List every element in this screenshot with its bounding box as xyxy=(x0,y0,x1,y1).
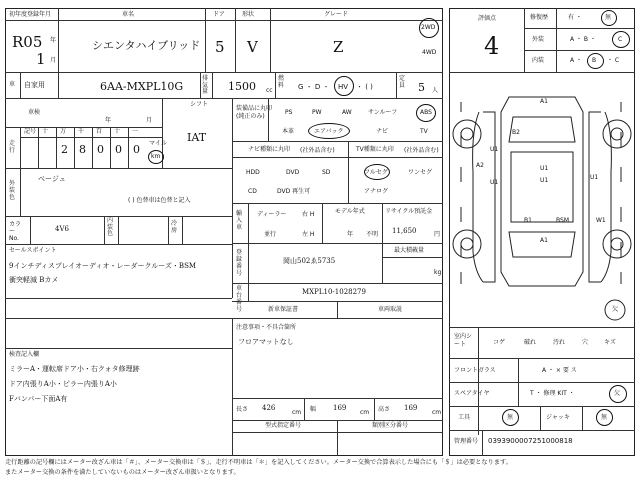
score: 4 xyxy=(484,32,500,60)
nav-cd: CD xyxy=(248,188,257,195)
equipment-sublabel: (純正のみ) xyxy=(236,113,265,120)
equip-airbag: エアバック xyxy=(314,128,344,135)
footer-line-1: 走行距離の記号欄にはメーター改ざん車は「＃」、メーター交換車は「＄」、走行不明車は「＊」を記入してください。メーター交換で合算表示した場合にも「＄」は必要となります。 xyxy=(5,459,512,466)
month-unit: 月 xyxy=(50,57,57,64)
mileage-digit: 0 xyxy=(133,143,140,156)
class-code-label: 類別区分番号 xyxy=(372,422,409,429)
equip-tv: TV xyxy=(420,128,428,135)
length-unit: cm xyxy=(292,409,302,416)
inspector-note-2: ドア内張りA小・ピラー内張りA小 xyxy=(9,380,117,388)
manual-label: 車両取説 xyxy=(378,306,403,313)
exterior-note: ( ) 色替車は色替と記入 xyxy=(128,197,191,204)
mileage-digit: 0 xyxy=(115,143,122,156)
registration-value: 岡山502ゑ5735 xyxy=(283,257,336,265)
mileage-digit-header: 千 xyxy=(78,128,85,135)
mark-spare: 欠 xyxy=(612,306,619,313)
model-code: 6AA-MXPL10G xyxy=(100,80,184,93)
capacity-unit: 人 xyxy=(432,87,439,94)
mark-b1: B1 xyxy=(524,217,532,224)
car-type-label: 車 xyxy=(9,81,16,88)
inspection-label: 車検 xyxy=(28,109,41,116)
tools-label: 工具 xyxy=(458,414,471,421)
front-glass-options: A ・ × 要 ス xyxy=(542,367,577,374)
inspector-notes-label: 検査記入欄 xyxy=(9,351,40,358)
tv-oneseg: ワンセグ xyxy=(408,169,433,176)
type-code-label: 型式指定番号 xyxy=(265,422,302,429)
front-glass-label: フロントガラス xyxy=(454,367,496,374)
footer-line-2: またメーター交換の条件を満たしていないものはメーター改ざん車扱いとなります。 xyxy=(5,469,240,476)
mileage-digit-header: 十 xyxy=(114,128,121,135)
mark-a1-bottom: A1 xyxy=(540,237,548,244)
reg-type: 自家用 xyxy=(24,81,45,89)
length-label: 長さ xyxy=(236,406,249,413)
mileage-digit-header: 一 xyxy=(132,128,139,135)
width-value: 169 xyxy=(333,404,347,412)
chassis-value: MXPL10-1028279 xyxy=(302,288,366,296)
inspection-year-unit: 年 xyxy=(105,117,112,124)
color-code: 4V6 xyxy=(55,225,69,233)
interior-sheet-label: 室内シート xyxy=(454,333,473,348)
nav-hdd: HDD xyxy=(246,169,260,176)
jack-value: 無 xyxy=(601,414,608,421)
recycle-label: リサイクル預託金 xyxy=(385,208,433,215)
equipment-label: 装備品に丸印 xyxy=(236,105,273,112)
nav-sd: SD xyxy=(322,169,331,176)
exterior-color: ベージュ xyxy=(38,175,66,183)
exterior-rating-selected: C xyxy=(618,36,623,43)
drive-2wd: 2WD xyxy=(421,24,436,31)
repair-options: 有 ・ xyxy=(568,14,582,21)
fuel-options: G ・ D ・ xyxy=(298,83,330,91)
nav-type-sub: (社外品含む) xyxy=(300,147,335,154)
first-reg-year: R05 xyxy=(12,33,43,51)
mileage-col-divider xyxy=(92,127,93,168)
interior-rating-a: A ・ xyxy=(570,57,583,64)
inspector-note-3: Fバンパー下面A有 xyxy=(9,395,68,403)
mark-a1-top: A1 xyxy=(540,98,548,105)
mileage-digit-header: 十 xyxy=(42,128,49,135)
import-dealer: ディーラー xyxy=(257,211,287,218)
model-year-unit: 年 xyxy=(347,231,354,238)
mileage-digit-header: 記号 xyxy=(24,128,37,135)
mileage-digit: 2 xyxy=(61,143,68,156)
shape-label: 形状 xyxy=(242,11,255,18)
spare-tire-selected: 欠 xyxy=(614,390,621,397)
height-value: 169 xyxy=(404,404,418,412)
mark-w1: W1 xyxy=(596,217,606,224)
door-label: ドア xyxy=(213,11,225,18)
equip-leather: 本革 xyxy=(282,128,295,135)
aircon-label: 冷房 xyxy=(171,220,178,235)
exterior-rating-label: 外装 xyxy=(532,36,545,43)
tools-value: 無 xyxy=(507,414,514,421)
sheet-tear: 破れ xyxy=(524,339,537,346)
year-unit: 年 xyxy=(50,37,57,44)
mileage-digit: 0 xyxy=(97,143,104,156)
km-label: km xyxy=(151,153,161,160)
grade: Z xyxy=(333,38,344,56)
first-reg-label: 初年度登録年月 xyxy=(9,11,52,18)
interior-rating-c: ・ C xyxy=(607,57,620,64)
equip-pw: PW xyxy=(312,109,322,116)
model-year-label: モデル年式 xyxy=(335,208,365,215)
fuel-other: ・ ( ) xyxy=(356,83,373,91)
mileage-digit-header: 百 xyxy=(96,128,103,135)
sheet-scratch: キズ xyxy=(604,339,616,346)
model-year-value: 不明 xyxy=(366,231,379,238)
nav-dvd-play: DVD 再生可 xyxy=(277,188,311,195)
interior-rating-label: 内装 xyxy=(532,57,545,64)
mark-b2: B2 xyxy=(512,129,520,136)
shift: IAT xyxy=(187,131,207,144)
grade-label: グレード xyxy=(324,11,349,18)
mark-u1-left-bottom: U1 xyxy=(490,179,499,186)
mileage-label: 走行 xyxy=(9,140,16,155)
equip-ps: PS xyxy=(285,109,293,116)
mileage-col-divider xyxy=(128,127,129,168)
car-damage-diagram xyxy=(449,72,635,327)
equip-navi: ナビ xyxy=(376,128,389,135)
cc-unit: cc xyxy=(266,87,273,94)
equip-sunroof: サンルーフ xyxy=(368,109,398,116)
drive-4wd: 4WD xyxy=(422,49,437,56)
selling-points-label: セールスポイント xyxy=(9,247,57,254)
capacity-label: 定員 xyxy=(399,75,406,89)
width-unit: cm xyxy=(360,409,370,416)
exterior-label: 外装色 xyxy=(9,180,16,202)
length-value: 426 xyxy=(262,404,276,412)
notes-value: フロアマットなし xyxy=(238,338,294,346)
mile-label: マイル xyxy=(149,140,167,147)
mileage-digit-header: 万 xyxy=(60,128,67,135)
notes-label: 注意事項・不具合箇所 xyxy=(236,324,297,331)
equip-abs: ABS xyxy=(420,109,432,116)
shift-label: シフト xyxy=(190,101,209,108)
registration-label: 登録番号 xyxy=(236,249,243,277)
selling-point-2: 衝突軽減 Bカメ xyxy=(9,276,59,284)
car-name: シエンタハイブリッド xyxy=(92,39,201,52)
inspection-month-unit: 月 xyxy=(146,117,153,124)
exterior-rating-options: A ・ B ・ xyxy=(570,36,596,43)
tv-type-sub: (社外品含む) xyxy=(404,147,439,154)
mileage-col-divider xyxy=(56,127,57,168)
first-reg-month: 1 xyxy=(36,50,46,68)
import-left: 左 H xyxy=(302,231,315,238)
warranty-label: 新車保証書 xyxy=(268,306,299,313)
fuel-selected: HV xyxy=(338,83,349,91)
interior-color-label: 内装色 xyxy=(107,217,114,238)
displacement-label: 排気量 xyxy=(202,75,209,96)
import-parallel: 並行 xyxy=(264,231,277,238)
sheet-burn: コゲ xyxy=(493,339,506,346)
spare-tire-options: T ・ 修理 KIT ・ xyxy=(530,390,575,397)
mark-u1-center-mid: U1 xyxy=(540,177,549,184)
jack-label: ジャッキ xyxy=(546,414,570,421)
displacement: 1500 xyxy=(228,80,256,93)
tv-analog: アナログ xyxy=(364,188,389,195)
mileage-col-divider xyxy=(74,127,75,168)
recycle-value: 11,650 xyxy=(392,227,417,235)
mark-u1-right: U1 xyxy=(590,174,599,181)
capacity: 5 xyxy=(418,81,425,94)
tv-type-label: TV種類に丸印 xyxy=(356,146,394,153)
color-code-label: カラー No. xyxy=(9,221,22,243)
chassis-label: 車台番号 xyxy=(236,285,243,313)
shape: V xyxy=(247,38,258,56)
width-label: 幅 xyxy=(310,406,317,413)
equip-aw: AW xyxy=(342,109,352,116)
mileage-digit: 8 xyxy=(79,143,86,156)
max-load-label: 最大積載量 xyxy=(394,247,425,254)
mark-u1-left-top: U1 xyxy=(490,146,499,153)
nav-dvd: DVD xyxy=(286,169,300,176)
doors: 5 xyxy=(215,38,225,56)
tv-fullseg: フルセグ xyxy=(364,169,388,176)
recycle-unit: 円 xyxy=(434,231,441,238)
management-label: 管理番号 xyxy=(454,438,479,445)
mileage-col-divider xyxy=(38,127,39,168)
height-label: 高さ xyxy=(378,406,391,413)
inspector-note-1: ミラーA・運転席ドア小・右クォタ修理跡 xyxy=(9,365,140,373)
mark-a2: A2 xyxy=(476,162,484,169)
interior-rating-selected: B xyxy=(592,57,597,64)
car-name-label: 車名 xyxy=(122,11,135,18)
mark-bsm: BSM xyxy=(556,217,569,224)
spare-tire-label: スペアタイヤ xyxy=(454,390,490,397)
import-right: 右 H xyxy=(302,211,315,218)
nav-type-label: ナビ種類に丸印 xyxy=(248,146,291,153)
sheet-dirt: 汚れ xyxy=(553,339,566,346)
selling-point-1: 9インチディスプレイオーディオ・レーダークルーズ・BSM xyxy=(9,262,197,270)
import-label: 輸入車 xyxy=(236,210,243,232)
mark-u1-center-top: U1 xyxy=(540,165,549,172)
management-value: 0393900007251000818 xyxy=(488,437,573,445)
height-unit: cm xyxy=(432,409,442,416)
repair-selected: 無 xyxy=(605,14,612,21)
fuel-label: 燃料 xyxy=(278,75,285,89)
mileage-col-divider xyxy=(110,127,111,168)
repair-label: 修復歴 xyxy=(530,14,549,21)
max-load-unit: kg xyxy=(434,269,442,276)
sheet-hole: 穴 xyxy=(582,339,589,346)
score-label: 評価点 xyxy=(478,15,497,22)
